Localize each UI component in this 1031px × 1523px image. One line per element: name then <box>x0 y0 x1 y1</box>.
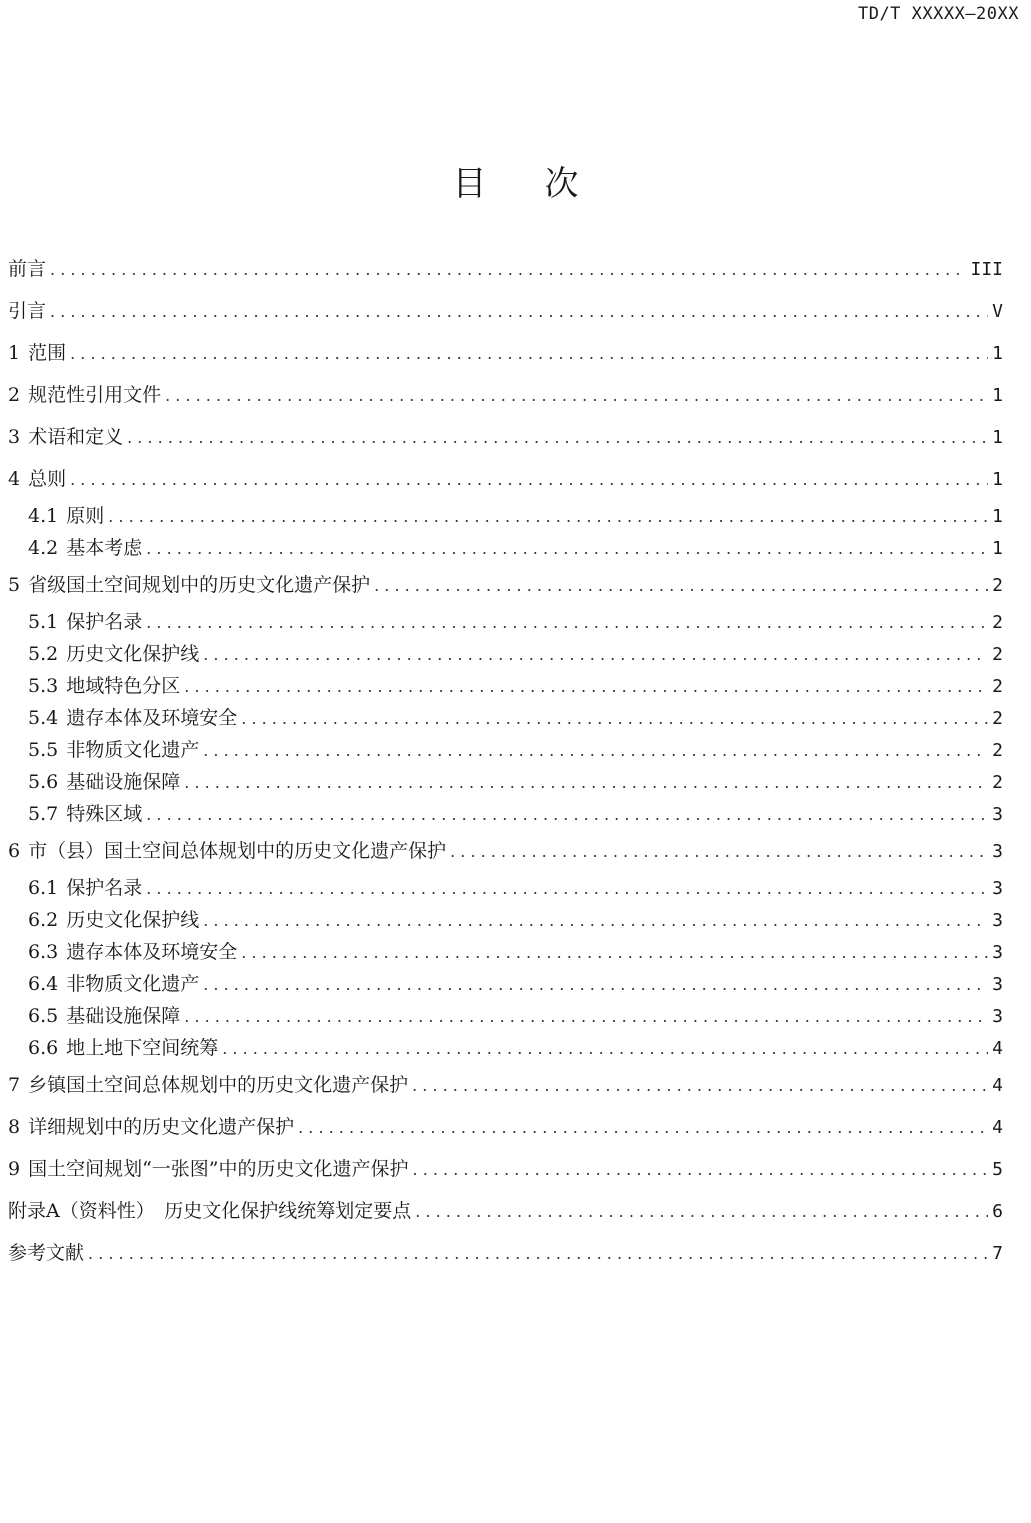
toc-entry-title: 规范性引用文件 <box>28 384 162 406</box>
toc-dot-leader <box>203 639 988 671</box>
toc-entry[interactable] <box>8 332 1003 374</box>
toc-entry-title: 附录A（资料性） 历史文化保护线统筹划定要点 <box>8 1200 412 1222</box>
toc-dot-leader <box>412 1065 988 1107</box>
toc-subentry[interactable] <box>8 1000 1003 1032</box>
toc-entry[interactable] <box>8 458 1003 500</box>
toc-entry[interactable] <box>8 1064 1003 1106</box>
toc-entry-title: 特殊区域 <box>66 803 143 825</box>
toc-entry-number: 5.6 <box>28 771 59 793</box>
toc-entry-number: 5 <box>8 574 21 596</box>
toc-page-number: V <box>992 301 1003 322</box>
toc-entry-number: 8 <box>8 1116 21 1138</box>
toc-entry[interactable] <box>8 290 1003 332</box>
toc-dot-leader <box>413 1149 989 1191</box>
toc-subentry[interactable] <box>8 638 1003 670</box>
toc-page-number: 3 <box>992 804 1003 825</box>
toc-page-number: 2 <box>992 644 1003 665</box>
toc-entry-number: 2 <box>8 384 21 406</box>
toc-entry-number: 6 <box>8 840 21 862</box>
toc-entry-number: 5.5 <box>28 739 59 761</box>
toc-entry-title: 参考文献 <box>8 1242 85 1264</box>
toc-subentry[interactable] <box>8 606 1003 638</box>
toc-page-number: 1 <box>992 385 1003 406</box>
toc-entry-number: 4 <box>8 468 21 490</box>
toc-dot-leader <box>146 873 988 905</box>
toc-subentry[interactable] <box>8 798 1003 830</box>
toc-subentry[interactable] <box>8 702 1003 734</box>
toc-page-number: 6 <box>992 1201 1003 1222</box>
toc-dot-leader <box>146 607 988 639</box>
toc-dot-leader <box>70 459 988 501</box>
toc-entry-title: 遗存本体及环境安全 <box>66 707 238 729</box>
toc-subentry[interactable] <box>8 734 1003 766</box>
toc-dot-leader <box>108 501 988 533</box>
toc-page-number: 3 <box>992 910 1003 931</box>
toc-page-number: 2 <box>992 575 1003 596</box>
toc-dot-leader <box>50 291 988 333</box>
toc-subentry[interactable] <box>8 670 1003 702</box>
toc-page-number: 3 <box>992 942 1003 963</box>
toc-entry-title: 引言 <box>8 300 47 322</box>
toc-dot-leader <box>203 969 988 1001</box>
toc-page-number: 2 <box>992 740 1003 761</box>
toc-page-number: 4 <box>992 1117 1003 1138</box>
toc-entry-title: 基本考虑 <box>66 537 143 559</box>
toc-entry[interactable] <box>8 830 1003 872</box>
toc-dot-leader <box>127 417 988 459</box>
toc-dot-leader <box>203 735 988 767</box>
toc-page-number: 3 <box>992 1006 1003 1027</box>
toc-dot-leader <box>146 799 988 831</box>
toc-dot-leader <box>374 565 988 607</box>
toc-entry-number: 1 <box>8 342 21 364</box>
toc-entry-number: 6.1 <box>28 877 59 899</box>
toc-dot-leader <box>184 767 988 799</box>
toc-entry-title: 保护名录 <box>66 877 143 899</box>
toc-entry-title: 范围 <box>28 342 67 364</box>
toc-entry-title: 非物质文化遗产 <box>66 973 200 995</box>
toc-dot-leader <box>146 533 988 565</box>
toc-entry[interactable] <box>8 416 1003 458</box>
toc-entry-title: 术语和定义 <box>28 426 124 448</box>
toc-dot-leader <box>415 1191 988 1233</box>
toc-page-number: 7 <box>992 1243 1003 1264</box>
toc-dot-leader <box>184 1001 988 1033</box>
toc-page-number: 4 <box>992 1075 1003 1096</box>
toc-subentry[interactable] <box>8 1032 1003 1064</box>
toc-entry-number: 5.3 <box>28 675 59 697</box>
toc-entry-number: 6.5 <box>28 1005 59 1027</box>
toc-entry-title: 非物质文化遗产 <box>66 739 200 761</box>
toc-entry-title: 基础设施保障 <box>66 771 181 793</box>
toc-entry-title: 总则 <box>28 468 67 490</box>
toc-entry[interactable] <box>8 1148 1003 1190</box>
toc-dot-leader <box>450 831 988 873</box>
toc-page-number: 1 <box>992 506 1003 527</box>
toc-entry-number: 6.6 <box>28 1037 59 1059</box>
toc-entry-number: 5.7 <box>28 803 59 825</box>
toc-subentry[interactable] <box>8 872 1003 904</box>
toc-page-number: 2 <box>992 772 1003 793</box>
toc-entry-number: 6.4 <box>28 973 59 995</box>
toc-page-number: 3 <box>992 974 1003 995</box>
toc-entry[interactable] <box>8 564 1003 606</box>
toc-dot-leader <box>241 937 988 969</box>
toc-dot-leader <box>203 905 988 937</box>
toc-dot-leader <box>184 671 988 703</box>
toc-page-number: 1 <box>992 343 1003 364</box>
toc-entry-title: 地上地下空间统筹 <box>66 1037 219 1059</box>
toc-entry-number: 5.1 <box>28 611 59 633</box>
toc-entry-number: 6.2 <box>28 909 59 931</box>
toc-entry-number: 5.2 <box>28 643 59 665</box>
toc-entry[interactable] <box>8 1190 1003 1232</box>
toc-dot-leader <box>298 1107 988 1149</box>
toc-entry-title: 乡镇国土空间总体规划中的历史文化遗产保护 <box>28 1074 409 1096</box>
toc-entry-title: 原则 <box>66 505 105 527</box>
toc-entry-number: 3 <box>8 426 21 448</box>
toc-entry[interactable] <box>8 374 1003 416</box>
toc-page-number: 2 <box>992 708 1003 729</box>
table-of-contents <box>8 248 1003 1274</box>
toc-entry-number: 4.2 <box>28 537 59 559</box>
toc-page-number: 3 <box>992 878 1003 899</box>
toc-entry-number: 6.3 <box>28 941 59 963</box>
toc-entry[interactable] <box>8 1106 1003 1148</box>
toc-page-number: 5 <box>992 1159 1003 1180</box>
toc-dot-leader <box>222 1033 988 1065</box>
toc-entry-title: 前言 <box>8 258 47 280</box>
toc-subentry[interactable] <box>8 500 1003 532</box>
toc-entry-title: 地域特色分区 <box>66 675 181 697</box>
toc-page-number: 1 <box>992 469 1003 490</box>
toc-entry-title: 国土空间规划“一张图”中的历史文化遗产保护 <box>28 1158 409 1180</box>
toc-dot-leader <box>241 703 988 735</box>
toc-entry-title: 省级国土空间规划中的历史文化遗产保护 <box>28 574 371 596</box>
toc-subentry[interactable] <box>8 936 1003 968</box>
toc-subentry[interactable] <box>8 766 1003 798</box>
toc-entry-title: 详细规划中的历史文化遗产保护 <box>28 1116 295 1138</box>
toc-subentry[interactable] <box>8 532 1003 564</box>
toc-page-number: 1 <box>992 427 1003 448</box>
toc-subentry[interactable] <box>8 904 1003 936</box>
toc-entry-title: 市（县）国土空间总体规划中的历史文化遗产保护 <box>28 840 447 862</box>
toc-entry-title: 保护名录 <box>66 611 143 633</box>
toc-page-number: 3 <box>992 841 1003 862</box>
toc-entry-number: 7 <box>8 1074 21 1096</box>
toc-page-number: 4 <box>992 1038 1003 1059</box>
toc-dot-leader <box>88 1233 988 1275</box>
page-title: 目次 <box>452 164 637 204</box>
toc-entry[interactable] <box>8 248 1003 290</box>
toc-subentry[interactable] <box>8 968 1003 1000</box>
toc-entry-title: 基础设施保障 <box>66 1005 181 1027</box>
toc-page-number: 2 <box>992 612 1003 633</box>
toc-entry-title: 遗存本体及环境安全 <box>66 941 238 963</box>
toc-entry-number: 5.4 <box>28 707 59 729</box>
toc-dot-leader <box>70 333 988 375</box>
toc-page-number: 1 <box>992 538 1003 559</box>
toc-entry-number: 9 <box>8 1158 21 1180</box>
toc-entry-title: 历史文化保护线 <box>66 909 200 931</box>
toc-page-number: III <box>970 259 1003 280</box>
toc-entry[interactable] <box>8 1232 1003 1274</box>
toc-dot-leader <box>50 249 966 291</box>
toc-entry-title: 历史文化保护线 <box>66 643 200 665</box>
toc-page-number: 2 <box>992 676 1003 697</box>
document-code: TD/T XXXXX—20XX <box>857 4 1019 24</box>
toc-entry-number: 4.1 <box>28 505 59 527</box>
toc-dot-leader <box>165 375 988 417</box>
